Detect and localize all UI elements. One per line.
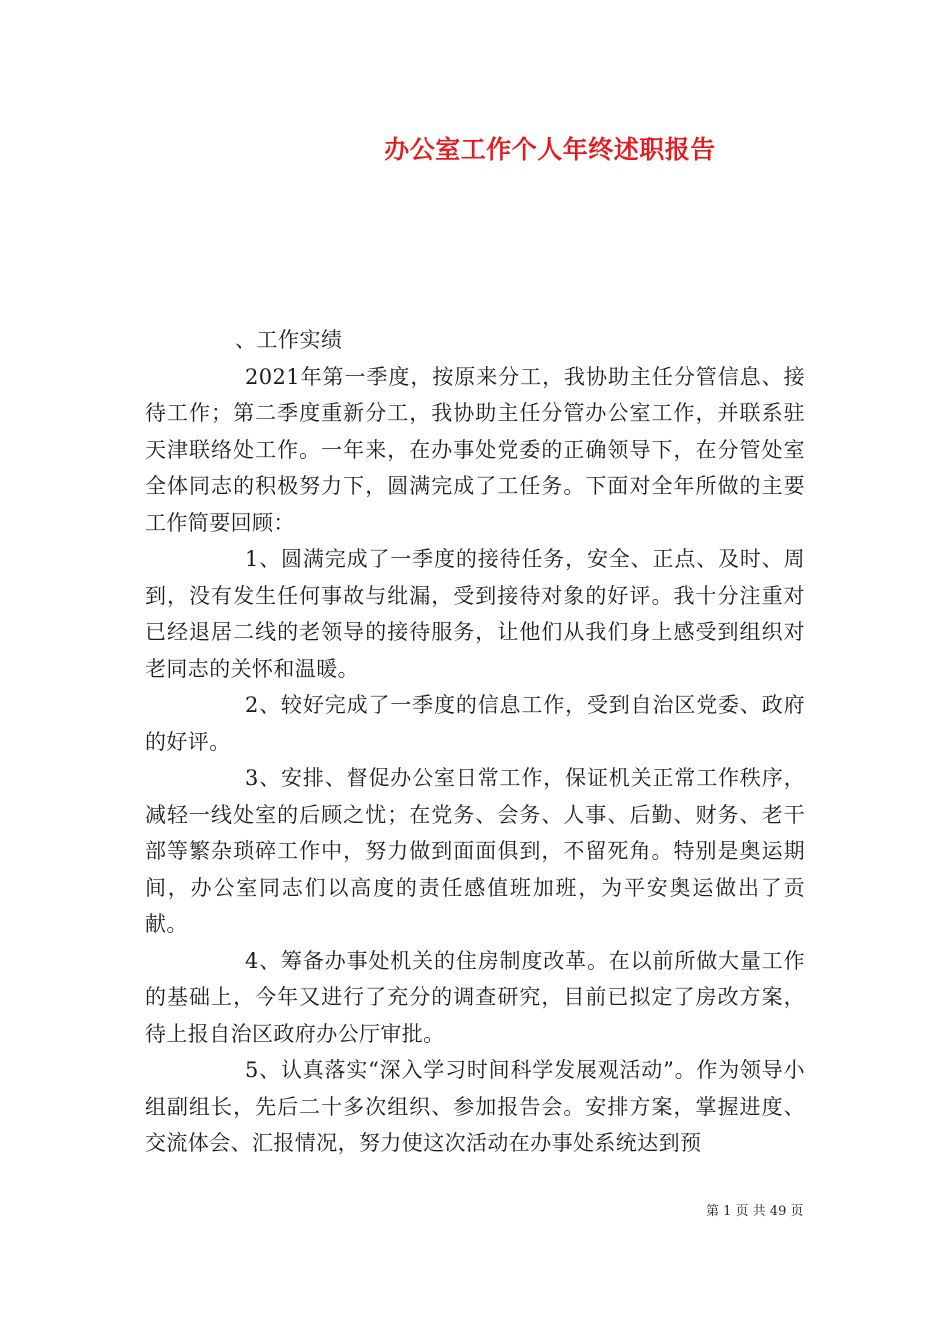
paragraph-item-5: 5、认真落实“深入学习时间科学发展观活动”。作为领导小组副组长，先后二十多次组织、参加报告会。安排方案，掌握进度、交流体会、汇报情况，努力使这次活动在办事处系统达到预 xyxy=(145,1058,805,1155)
section-heading: 、工作实绩 xyxy=(235,328,343,352)
paragraph-item-3: 3、安排、督促办公室日常工作，保证机关正常工作秩序，减轻一线处室的后顾之忧；在党务、会务、人事、后勤、财务、老干部等繁杂琐碎工作中，努力做到面面俱到，不留死角。特别是奥运期间，办公室同志们以高度的责任感值班加班，为平安奥运做出了贡献。 xyxy=(145,766,805,936)
paragraph-item-2: 2、较好完成了一季度的信息工作，受到自治区党委、政府的好评。 xyxy=(145,693,805,754)
document-title: 办公室工作个人年终述职报告 xyxy=(384,135,716,164)
document-body xyxy=(145,322,805,1162)
paragraph-item-1: 1、圆满完成了一季度的接待任务，安全、正点、及时、周到，没有发生任何事故与纰漏，受到接待对象的好评。我十分注重对已经退居二线的老领导的接待服务，让他们从我们身上感受到组织对老同志的关怀和温暖。 xyxy=(145,547,805,681)
paragraph-intro: 2021年第一季度，按原来分工，我协助主任分管信息、接待工作；第二季度重新分工，我协助主任分管办公室工作，并联系驻天津联络处工作。一年来，在办事处党委的正确领导下，在分管处室全体同志的积极努力下，圆满完成了工任务。下面对全年所做的主要工作简要回顾： xyxy=(145,364,805,535)
paragraph-item-4: 4、筹备办事处机关的住房制度改革。在以前所做大量工作的基础上，今年又进行了充分的调查研究，目前已拟定了房改方案，待上报自治区政府办公厅审批。 xyxy=(145,948,805,1046)
page-number-footer: 第 1 页 共 49 页 xyxy=(706,1204,804,1219)
